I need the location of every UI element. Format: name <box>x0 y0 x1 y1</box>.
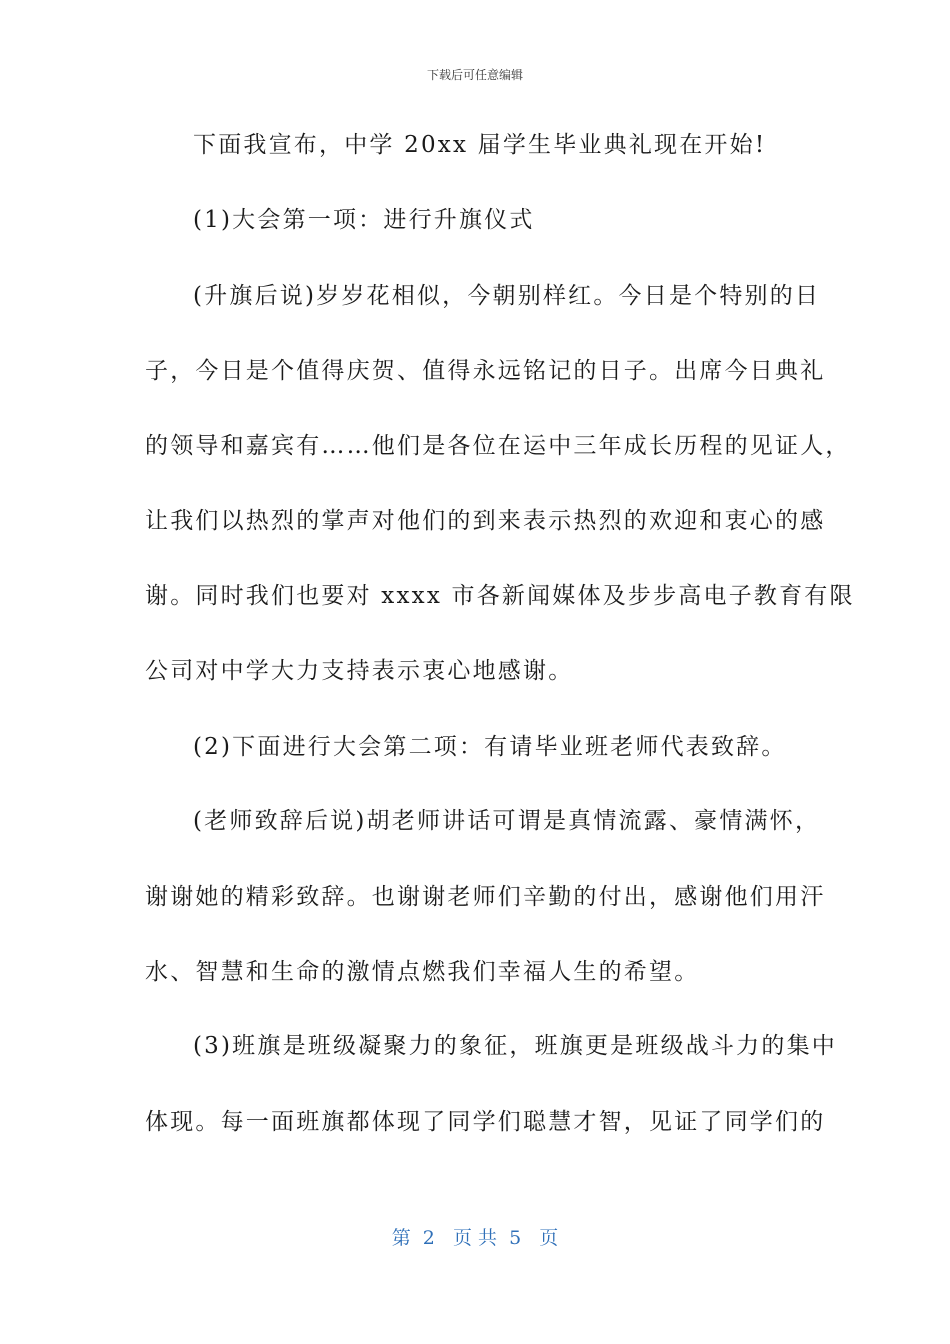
paragraph-line: (1)大会第一项：进行升旗仪式 <box>193 207 535 233</box>
paragraph-line: 体现。每一面班旗都体现了同学们聪慧才智，见证了同学们的 <box>145 1109 826 1135</box>
paragraph-line: 下面我宣布，中学 20xx 届学生毕业典礼现在开始! <box>193 132 767 158</box>
paragraph-line: 子，今日是个值得庆贺、值得永远铭记的日子。出席今日典礼 <box>145 358 826 384</box>
paragraph-line: 的领导和嘉宾有……他们是各位在运中三年成长历程的见证人， <box>145 433 851 459</box>
paragraph-line: 谢谢她的精彩致辞。也谢谢老师们辛勤的付出，感谢他们用汗 <box>145 884 826 910</box>
paragraph-line: 谢。同时我们也要对 xxxx 市各新闻媒体及步步高电子教育有限 <box>145 583 855 609</box>
paragraph-line: (升旗后说)岁岁花相似，今朝别样红。今日是个特别的日 <box>193 283 821 309</box>
paragraph-line: 让我们以热烈的掌声对他们的到来表示热烈的欢迎和衷心的感 <box>145 508 826 534</box>
paragraph-line: 公司对中学大力支持表示衷心地感谢。 <box>145 658 574 684</box>
paragraph-line: (3)班旗是班级凝聚力的象征，班旗更是班级战斗力的集中 <box>193 1033 837 1059</box>
page-number-footer: 第 2 页 共 5 页 <box>391 1227 559 1249</box>
paragraph-line: (2)下面进行大会第二项：有请毕业班老师代表致辞。 <box>193 734 787 760</box>
paragraph-line: (老师致辞后说)胡老师讲话可谓是真情流露、豪情满怀， <box>193 808 821 834</box>
page-header-note: 下载后可任意编辑 <box>426 68 523 82</box>
paragraph-line: 水、智慧和生命的激情点燃我们幸福人生的希望。 <box>145 959 700 985</box>
